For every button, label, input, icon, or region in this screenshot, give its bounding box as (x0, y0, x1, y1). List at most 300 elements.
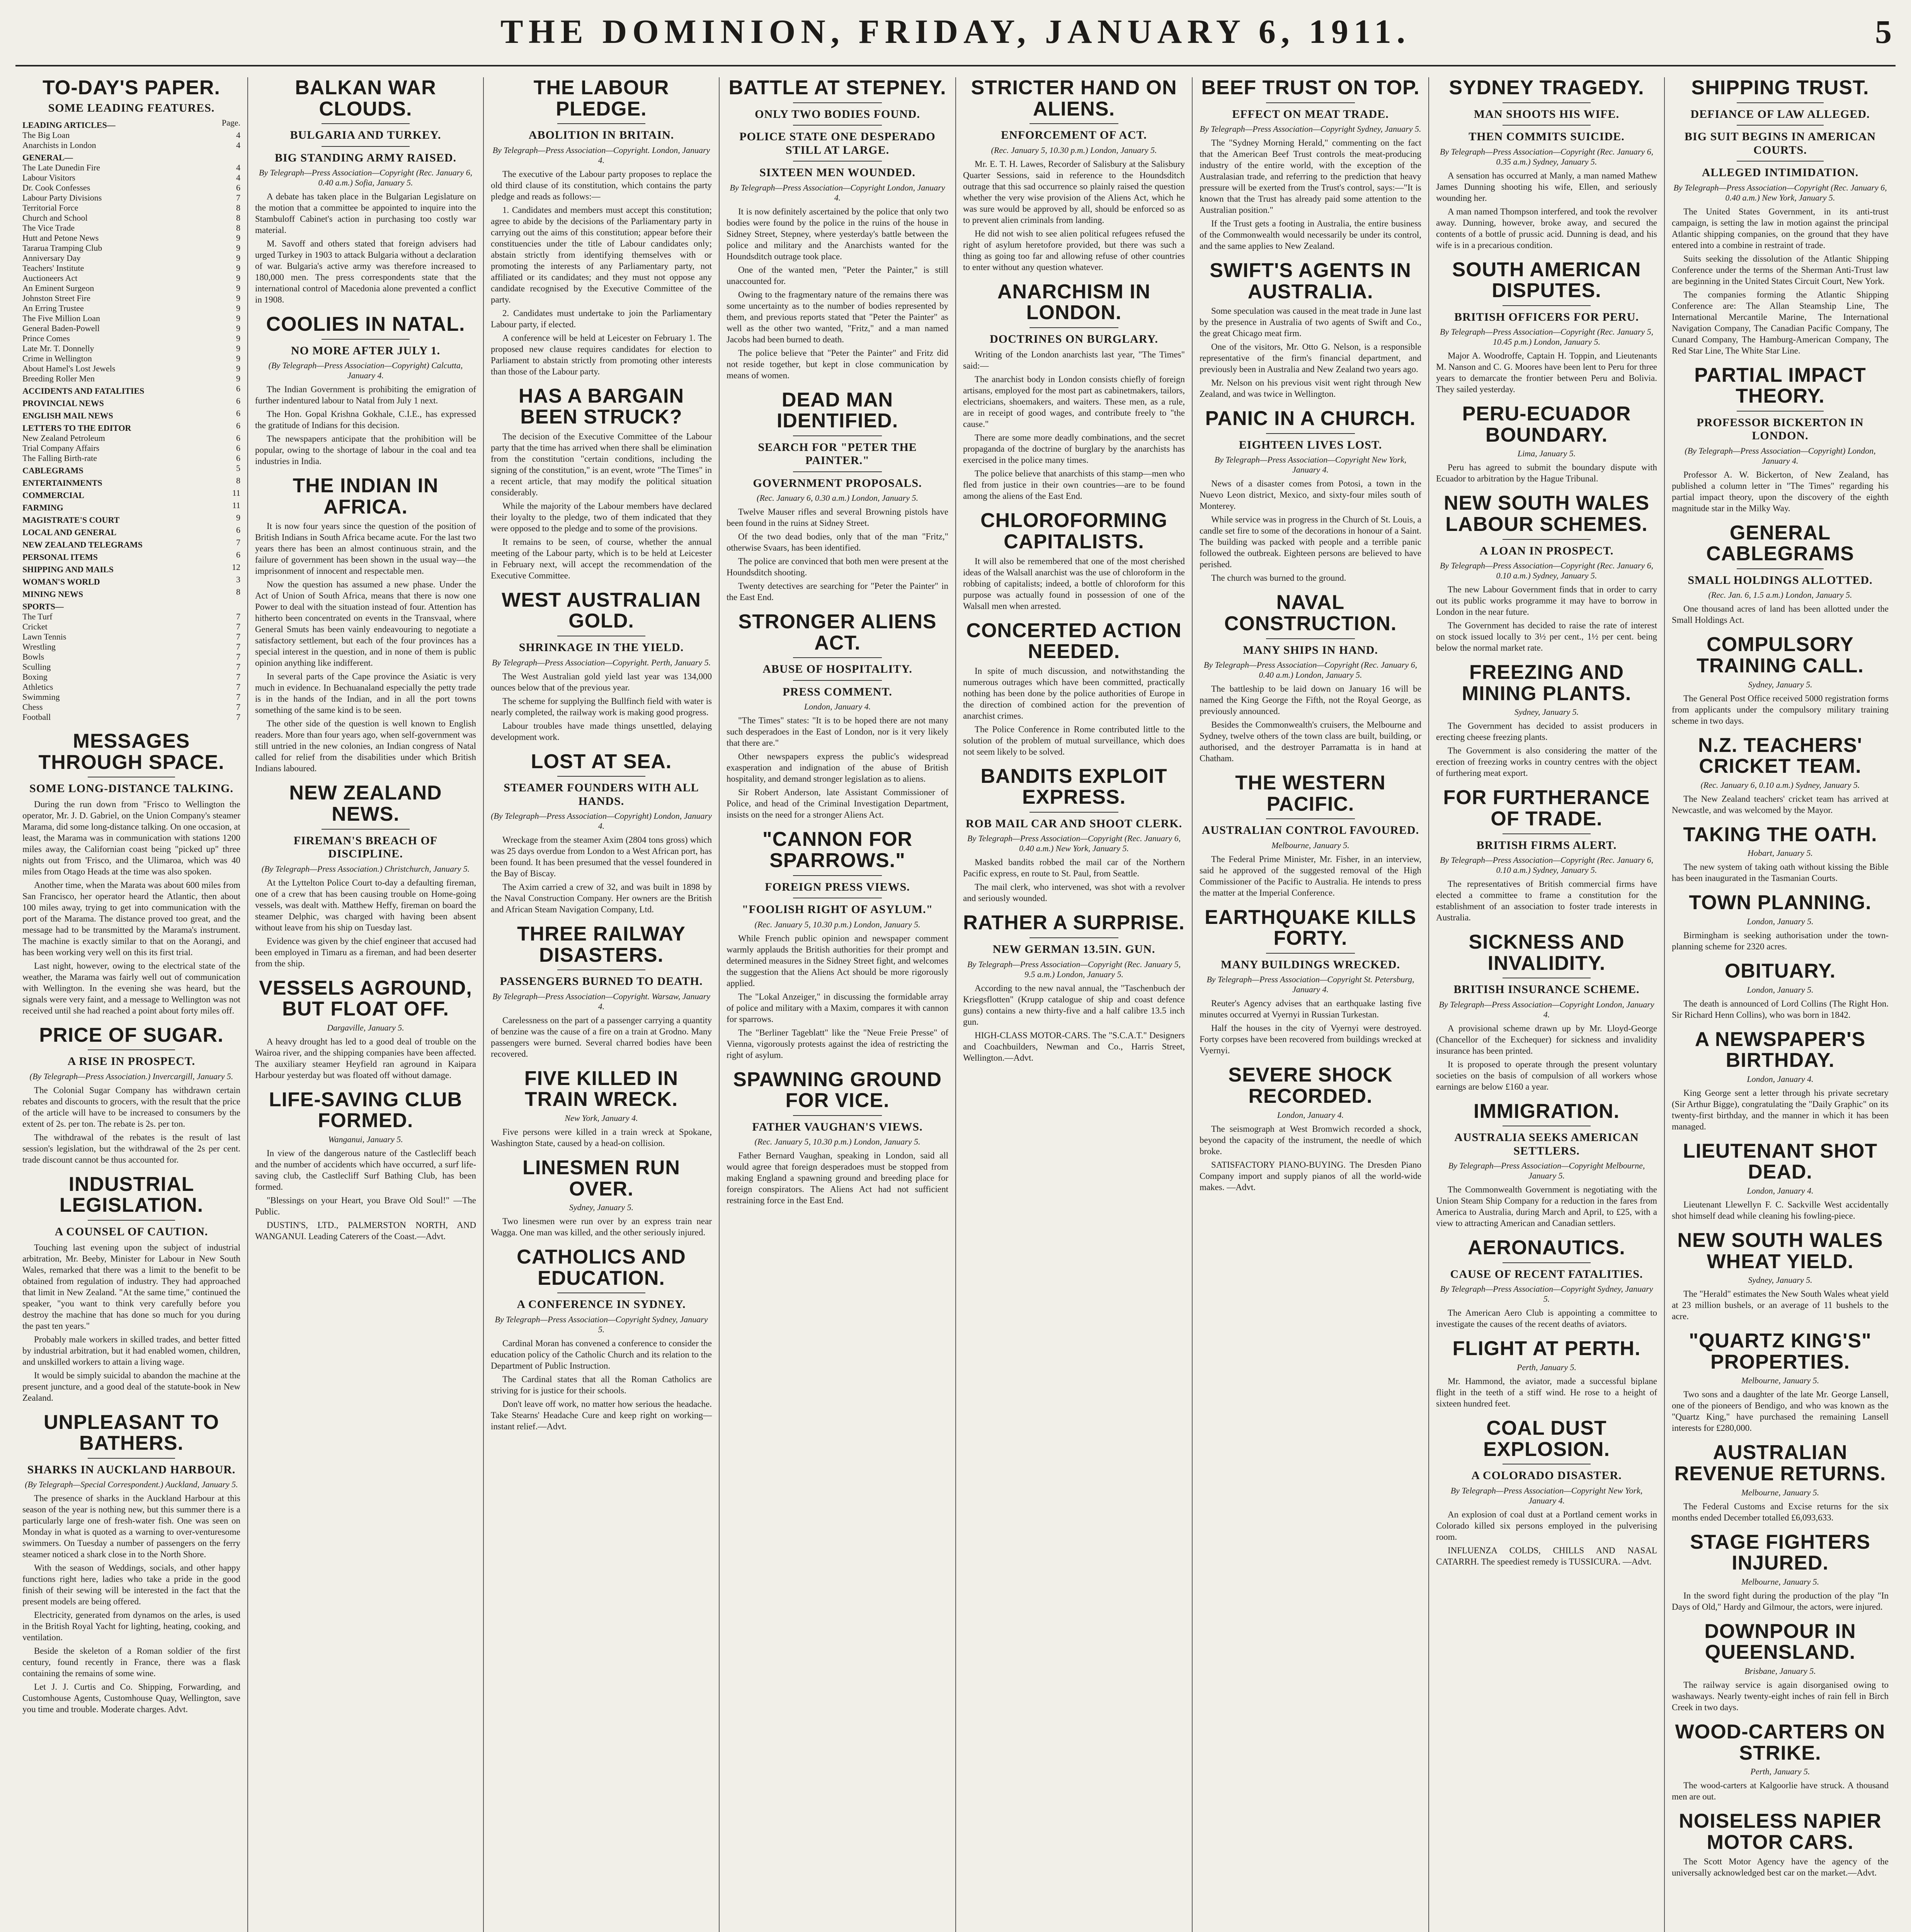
rule-divider (793, 657, 882, 658)
index-page: 8 (236, 587, 240, 597)
article-subheading: DEFIANCE OF LAW ALLEGED. (1690, 107, 1870, 121)
index-label: ENTERTAINMENTS (22, 478, 102, 488)
article-paragraph: "The Times" states: "It is to be hoped there are not many such desperadoes in the East of London, nor is it very likely that there are." (727, 716, 948, 748)
article-subheading: ENFORCEMENT OF ACT. (1001, 129, 1147, 142)
article-headline: OBITUARY. (1724, 960, 1836, 983)
article-body (255, 520, 476, 774)
index-label: Breeding Roller Men (22, 374, 95, 384)
article (727, 829, 948, 1060)
index-row (22, 513, 240, 525)
masthead (15, 7, 1896, 66)
index-page: 9 (236, 354, 240, 364)
article (1436, 77, 1657, 251)
index-page: 7 (236, 193, 240, 203)
article-paragraph: The Indian Government is prohibiting the emigration of further indentured labour to Natal from July 1 next. (255, 384, 476, 406)
index-page: 4 (236, 173, 240, 183)
article-body (1436, 1307, 1657, 1330)
article (1672, 634, 1889, 726)
article-headline: CHLOROFORMING CAPITALISTS. (980, 509, 1167, 553)
article-paragraph: Father Bernard Vaughan, speaking in London, said all would agree that foreign desperadoes must be stopped from making England a spawning ground and breeding place for foreign conspirators. The Aliens Act had not sufficient restraining force in the East End. (727, 1151, 948, 1206)
article-dateline: Melbourne, January 5. (1271, 840, 1349, 850)
article (1436, 493, 1657, 653)
article-subheading: PRESS COMMENT. (783, 685, 892, 698)
article-body (1200, 683, 1421, 764)
article-dateline: (By Telegraph—Press Association.) Invercargill, January 5. (29, 1071, 233, 1081)
article (1436, 259, 1657, 395)
article-subheading: BIG STANDING ARMY RAISED. (274, 151, 457, 164)
article (491, 751, 712, 915)
index-label: PROVINCIAL NEWS (22, 398, 104, 408)
article (1672, 365, 1889, 514)
rule-divider (793, 471, 882, 472)
article-paragraph: SATISFACTORY PIANO-BUYING. The Dresden Piano Company import and supply pianos of all the world-wide makes. —Advt. (1200, 1160, 1421, 1192)
article (491, 1068, 712, 1149)
article-body (1200, 854, 1421, 898)
article-paragraph: It is now four years since the question of the position of British Indians in South Africa became acute. For the last two years there has been an almost continuous strain, and the failure of government has been shown in the usual way—the imprisonment of innocent and respectable men. (255, 521, 476, 576)
article-dateline: New York, January 4. (565, 1113, 638, 1123)
article-body (491, 834, 712, 915)
article-headline: FLIGHT AT PERTH. (1452, 1337, 1641, 1360)
index-page: 4 (236, 130, 240, 140)
index-label: General Baden-Powell (22, 323, 100, 333)
article-paragraph: Labour troubles have made things unsettled, delaying development work. (491, 721, 712, 742)
article (963, 281, 1185, 502)
index-page: 11 (232, 488, 240, 498)
article (727, 389, 948, 603)
article-subheading: AUSTRALIA SEEKS AMERICAN SETTLERS. (1454, 1131, 1639, 1157)
article-paragraph: A debate has taken place in the Bulgarian Legislature on the motion that a committee be appointed to inquire into the Stambuloff Cabinet's action in purchasing too costly war material. (255, 192, 476, 235)
index-page: 9 (236, 283, 240, 293)
index-page: 9 (236, 323, 240, 333)
article-subheading: SOME LEADING FEATURES. (48, 101, 215, 114)
article-dateline: By Telegraph—Press Association—Copyright Sydney, January 5. (1200, 124, 1421, 134)
index-row (22, 233, 240, 243)
article-dateline: By Telegraph—Press Association—Copyright St. Petersburg, January 4. (1206, 975, 1414, 995)
index-row (22, 203, 240, 213)
rule-divider (1737, 568, 1823, 569)
article-subheading: ALLEGED INTIMIDATION. (1702, 166, 1859, 179)
article-dateline: (By Telegraph—Press Association.) Christchurch, January 5. (261, 864, 470, 874)
article-paragraph: Two sons and a daughter of the late Mr. George Lansell, one of the pioneers of Bendigo, and who was known as the "Quartz King," have purchased the remaining Lansell interests for £280,000. (1672, 1389, 1889, 1433)
index-row (22, 173, 240, 183)
article-body (963, 857, 1185, 904)
index-row (22, 682, 240, 692)
article-body (1200, 998, 1421, 1056)
index-page: 6 (236, 453, 240, 463)
article-paragraph: Mr. Nelson on his previous visit went right through New Zealand, and was twice in Wellington. (1200, 378, 1421, 399)
article (1672, 77, 1889, 356)
article-paragraph: The new Labour Government finds that in order to carry out its public works programme it may have to borrow in London in the near future. (1436, 585, 1657, 617)
article-body (1672, 206, 1889, 356)
article-subheading: SEARCH FOR "PETER THE PAINTER." (758, 440, 917, 467)
article-headline: STRICTER HAND ON ALIENS. (971, 77, 1177, 120)
article-headline: INDUSTRIAL LEGISLATION. (59, 1173, 204, 1217)
article-paragraph: A heavy drought has led to a good deal of trouble on the Wairoa river, and the shipping companies have been affected. The auxiliary steamer Heyfield ran aground in Kaipara Harbour yesterday but was floated off without damage. (255, 1036, 476, 1080)
article-subheading: DOCTRINES ON BURGLARY. (990, 332, 1158, 345)
article-headline: TO-DAY'S PAPER. (43, 77, 220, 99)
article-body (1672, 1856, 1889, 1878)
article-body (1672, 1087, 1889, 1132)
index-label: The Big Loan (22, 130, 70, 140)
rule-divider (1737, 102, 1823, 103)
article-body (1436, 720, 1657, 779)
article (1672, 1721, 1889, 1802)
article-paragraph: The police are convinced that both men were present at the Houndsditch shooting. (727, 556, 948, 578)
article-body (1436, 1509, 1657, 1567)
index-row (22, 622, 240, 632)
rule-divider (1737, 125, 1823, 126)
article-paragraph: The "Berliner Tageblatt" like the "Neue Freie Presse" of Vienna, vigorously protests against the idea of restricting the right of asylum. (727, 1027, 948, 1060)
index-page: 9 (236, 313, 240, 323)
article-paragraph: It is proposed to operate through the present voluntary societies on the basis of compulsion of all workers whose earnings are below £160 a year. (1436, 1059, 1657, 1092)
article-body (491, 1015, 712, 1060)
index-label: Auctioneers Act (22, 273, 78, 283)
rule-divider (793, 125, 882, 126)
article-paragraph: Sir Robert Anderson, late Assistant Commissioner of Police, and head of the Criminal Investigation Department, insists on the need for a stronger Aliens Act. (727, 787, 948, 820)
article-paragraph: Five persons were killed in a train wreck at Spokane, Washington State, caused by a head-on collision. (491, 1127, 712, 1148)
index-label: Labour Visitors (22, 173, 75, 183)
rule-divider (793, 161, 882, 162)
article (255, 314, 476, 467)
article-body (1672, 1501, 1889, 1523)
article (1436, 1101, 1657, 1229)
article-dateline: London, January 4. (1277, 1110, 1344, 1120)
article-body (255, 191, 476, 305)
index-page: 7 (236, 622, 240, 632)
article-headline: COMPULSORY TRAINING CALL. (1697, 633, 1864, 677)
article-body (22, 1493, 240, 1715)
article-body (963, 665, 1185, 757)
article-headline: N.Z. TEACHERS' CRICKET TEAM. (1698, 734, 1863, 778)
article (1672, 1029, 1889, 1132)
article-body (1436, 170, 1657, 251)
index-row (22, 443, 240, 453)
article (22, 1025, 240, 1165)
rule-divider (1737, 411, 1823, 412)
article-subheading: BRITISH FIRMS ALERT. (1476, 838, 1617, 852)
article-subheading: NEW GERMAN 13.5IN. GUN. (992, 943, 1155, 956)
article-subheading: ONLY TWO BODIES FOUND. (755, 107, 920, 121)
article-body (255, 1036, 476, 1081)
article-paragraph: While French public opinion and newspaper comment warmly applauds the British authorities for their prompt and determined measures in the Sidney Street fight, and welcomes the suggestion that the Aliens Act should be more rigorously applied. (727, 933, 948, 988)
article-paragraph: The new system of taking oath without kissing the Bible has been inaugurated in the Tasmanian Courts. (1672, 862, 1889, 883)
article-paragraph: Touching last evening upon the subject of industrial arbitration, Mr. Beeby, Minister for Labour in New South Wales, remarked that there was a limit to the benefit to be obtained from regulation of industry. They had approached that limit in New Zealand. "At the same time," continued the speaker, "you want to think very carefully before you destroy the machine that has done so much for you during the past ten years." (22, 1242, 240, 1331)
article (1200, 77, 1421, 252)
article-dateline: By Telegraph—Press Association—Copyright (Rec. January 5, 9.5 a.m.) London, January 5. (967, 959, 1181, 979)
index-page: 7 (236, 702, 240, 712)
index-page: 11 (232, 500, 240, 510)
article-body (963, 349, 1185, 502)
article-subheading: MANY BUILDINGS WRECKED. (1221, 958, 1400, 971)
index-page: 6 (236, 443, 240, 453)
article-dateline: By Telegraph—Press Association—Copyright London, January 4. (1439, 999, 1654, 1019)
index-label: Prince Comes (22, 333, 70, 344)
article-paragraph: It remains to be seen, of course, whether the annual meeting of the Labour party, which is to be held at Leicester in February next, will accept the recommendation of the Executive Committee. (491, 537, 712, 580)
article-subheading: A CONFERENCE IN SYDNEY. (517, 1298, 686, 1311)
index-row (22, 632, 240, 642)
index-page: 4 (236, 140, 240, 150)
article-subheading: ABOLITION IN BRITAIN. (528, 129, 674, 142)
article-headline: A NEWSPAPER'S BIRTHDAY. (1695, 1028, 1866, 1072)
article-body (491, 1126, 712, 1149)
index-row (22, 396, 240, 408)
article-paragraph: Beside the skeleton of a Roman soldier of the first century, found recently in France, there was a flask containing the remains of some wine. (22, 1646, 240, 1679)
article-dateline: Sydney, January 5. (1748, 679, 1812, 689)
article-headline: THE LABOUR PLEDGE. (533, 77, 669, 120)
article-body (1672, 1199, 1889, 1221)
index-row (22, 408, 240, 421)
index-page: 7 (236, 537, 240, 548)
rule-divider (1030, 123, 1118, 124)
index-row (22, 344, 240, 354)
article-dateline: Perth, January 5. (1750, 1767, 1810, 1777)
index-page: 6 (236, 550, 240, 560)
index-row (22, 384, 240, 396)
article-headline: WEST AUSTRALIAN GOLD. (502, 588, 701, 633)
article-paragraph: The death is announced of Lord Collins (The Right Hon. Sir Richard Henn Collins), who was born in 1842. (1672, 998, 1889, 1020)
index-row (22, 500, 240, 513)
article-paragraph: Last night, however, owing to the electrical state of the weather, the Marama was fairly well out of communication with Wellington. In the evening she was heard, but the signals were very faint, and a message to Wellington was not received until she had reached a point about forty miles off. (22, 961, 240, 1015)
index-label: FARMING (22, 503, 63, 513)
index-label: Johnston Street Fire (22, 293, 90, 303)
article-headline: TOWN PLANNING. (1689, 891, 1872, 914)
index-row (22, 273, 240, 283)
article (1436, 662, 1657, 779)
rule-divider (1737, 161, 1823, 162)
rule-divider (557, 776, 646, 777)
article-headline: PERU-ECUADOR BOUNDARY. (1462, 403, 1631, 446)
article-dateline: By Telegraph—Press Association—Copyright (Rec. January 6, 0.40 a.m.) London, January 5. (1203, 660, 1418, 680)
rule-divider (1503, 125, 1591, 126)
index-label: Anarchists in London (22, 140, 96, 150)
article-headline: SWIFT'S AGENTS IN AUSTRALIA. (1210, 259, 1411, 303)
article-headline: CONCERTED ACTION NEEDED. (966, 619, 1182, 663)
article-subheading: FOREIGN PRESS VIEWS. (765, 880, 910, 893)
index-page: 6 (236, 183, 240, 193)
index-label: The Vice Trade (22, 223, 75, 233)
rule-divider (88, 1220, 175, 1221)
article-body (1436, 1376, 1657, 1409)
article-headline: COAL DUST EXPLOSION. (1483, 1417, 1610, 1461)
article-paragraph: While the majority of the Labour members have declared their loyalty to the pledge, two of them indicated that they were opposed to the pledge and to some of the provisions. (491, 501, 712, 533)
article-subheading: PROFESSOR BICKERTON IN LONDON. (1697, 416, 1864, 442)
column-3 (483, 77, 719, 1932)
rule-divider (322, 123, 410, 124)
article-subheading: SHARKS IN AUCKLAND HARBOUR. (27, 1463, 236, 1476)
article-headline: CATHOLICS AND EDUCATION. (517, 1246, 686, 1289)
article-dateline: Wanganui, January 5. (328, 1134, 403, 1145)
article-paragraph: Mr. E. T. H. Lawes, Recorder of Salisbury at the Salisbury Quarter Sessions, said in reference to the Houndsditch outrage that this sad occurrence so plainly raised the question whether the very wise provision of the Aliens Act, which he was sure would be approved by all, should be enforced so as to prevent alien criminals from landing. (963, 159, 1185, 225)
article (255, 77, 476, 305)
column-1 (15, 77, 247, 1932)
article-paragraph: The other side of the question is well known to English readers. More than four years ago, when self-government was still untried in the new colonies, an Indian congress of Natal called for relief from the disabilities under which British Indians laboured. (255, 719, 476, 774)
article-headline: LIFE-SAVING CLUB FORMED. (269, 1088, 463, 1132)
article-headline: FOR FURTHERANCE OF TRADE. (1443, 786, 1650, 830)
index-row (22, 692, 240, 702)
article-headline: HAS A BARGAIN BEEN STRUCK? (518, 384, 684, 429)
article (1200, 592, 1421, 764)
index-page: 8 (236, 476, 240, 486)
article (1436, 403, 1657, 484)
index-page: 7 (236, 612, 240, 622)
index-row (22, 599, 240, 612)
rule-divider (557, 123, 646, 124)
article-paragraph: While service was in progress in the Church of St. Louis, a candle set fire to some of the decorations in honour of a Saint. The building was packed with people and a terrible panic followed the outbreak. Eighteen persons are believed to have perished. (1200, 515, 1421, 570)
article-dateline: (By Telegraph—Press Association—Copyright) London, January 4. (491, 811, 712, 831)
article (1436, 1338, 1657, 1409)
article-paragraph: In spite of much discussion, and notwithstanding the numerous outrages which have been committed, practically nothing has been done by the police authorities of Europe in the direction of combined action for the prevention of anarchist crimes. (963, 666, 1185, 721)
article-paragraph: The wood-carters at Kalgoorlie have struck. A thousand men are out. (1672, 1781, 1889, 1802)
article-dateline: London, January 4. (804, 702, 871, 712)
index-page: 9 (236, 303, 240, 313)
article-subheading: A RISE IN PROSPECT. (67, 1055, 196, 1068)
article-headline: IMMIGRATION. (1474, 1100, 1620, 1122)
column-4 (719, 77, 955, 1932)
article-paragraph: The Commonwealth Government is negotiating with the Union Steam Ship Company for a reduction in the fares from America to Australia, during March and April, to £25, with a view to attracting American and Canadian settlers. (1436, 1185, 1657, 1228)
index-label: SPORTS— (22, 602, 64, 612)
index-label: Anniversary Day (22, 253, 81, 263)
index-label: Football (22, 712, 51, 722)
index-row (22, 662, 240, 672)
article-paragraph: The railway service is again disorganised owing to washaways. Nearly twenty-eight inches of rain fell in Birch Creek in two days. (1672, 1680, 1889, 1712)
article-paragraph: The scheme for supplying the Bullfinch field with water is nearly completed, the railway work is making good progress. (491, 696, 712, 717)
index-page: 9 (236, 364, 240, 374)
article-subheading: BULGARIA AND TURKEY. (290, 129, 441, 142)
article (22, 1174, 240, 1403)
article-headline: SEVERE SHOCK RECORDED. (1228, 1064, 1393, 1108)
index-page: 7 (236, 652, 240, 662)
index-label: Trial Company Affairs (22, 443, 100, 453)
article-body (727, 1150, 948, 1206)
column-2 (247, 77, 483, 1932)
rule-divider (557, 969, 646, 970)
article (1672, 1442, 1889, 1523)
article-paragraph: The General Post Office received 5000 registration forms from applicants under the compulsory military training scheme in two days. (1672, 693, 1889, 726)
index-page: 5 (236, 463, 240, 473)
article-dateline: By Telegraph—Press Association—Copyright (Rec. January 6, 0.35 a.m.) Sydney, January 5. (1440, 146, 1654, 167)
index-page: 7 (236, 682, 240, 692)
article-subheading: "FOOLISH RIGHT OF ASYLUM." (742, 903, 933, 916)
index-list (22, 118, 240, 722)
article-body (1200, 305, 1421, 400)
index-row (22, 293, 240, 303)
article-subheading: SMALL HOLDINGS ALLOTTED. (1688, 573, 1873, 587)
article-dateline: By Telegraph—Press Association—Copyright New York, January 4. (1450, 1485, 1643, 1505)
index-row (22, 433, 240, 443)
index-label: Cricket (22, 622, 48, 632)
article-body (1672, 603, 1889, 626)
article-headline: LOST AT SEA. (531, 750, 672, 773)
article-paragraph: The Federal Customs and Excise returns for the six months ended December totalled £6,093,633. (1672, 1501, 1889, 1522)
article-paragraph: One of the wanted men, "Peter the Painter," is still unaccounted for. (727, 265, 948, 286)
article-dateline: By Telegraph—Press Association—Copyright (Rec. January 6, 0.40 a.m.) New York, January 5. (967, 833, 1181, 854)
index-label: An Erring Trustee (22, 303, 84, 313)
article-dateline: (Rec. January 5, 10.30 p.m.) London, January 5. (754, 919, 921, 929)
article (1436, 932, 1657, 1092)
article-dateline: Hobart, January 5. (1748, 848, 1813, 858)
index-row (22, 550, 240, 562)
article-paragraph: In the sword fight during the production of the play "In Days of Old," Hardy and Gilmour, the actors, were injured. (1672, 1590, 1889, 1612)
index-label: The Late Dunedin Fire (22, 163, 100, 173)
column-5 (955, 77, 1192, 1932)
article (1672, 961, 1889, 1020)
article-headline: THE INDIAN IN AFRICA. (293, 474, 439, 518)
rule-divider (1266, 638, 1355, 639)
index-label: Teachers' Institute (22, 263, 84, 273)
article-body (1672, 1780, 1889, 1802)
index-label: CABLEGRAMS (22, 466, 83, 476)
article-body (1436, 1184, 1657, 1229)
article-body (22, 1085, 240, 1165)
article (22, 1412, 240, 1715)
article-paragraph: The withdrawal of the rebates is the result of last session's legislation, but the withdrawal of the 2s per cent. trade discount cannot be thus accounted for. (22, 1132, 240, 1165)
article-paragraph: The executive of the Labour party proposes to replace the old third clause of its constitution, which contains the party pledge and reads as follows:— (491, 169, 712, 201)
article-dateline: By Telegraph—Press Association—Copyright London, January 4. (730, 182, 945, 202)
index-label: LETTERS TO THE EDITOR (22, 423, 131, 433)
index-row (22, 263, 240, 273)
article-body (491, 1338, 712, 1432)
article-dateline: By Telegraph—Press Association—Copyright. London, January 4. (492, 145, 710, 165)
article-body (1672, 930, 1889, 952)
article-dateline: By Telegraph—Press Association—Copyright Sydney, January 5. (495, 1314, 708, 1334)
index-row (22, 193, 240, 203)
rule-divider (1503, 833, 1591, 834)
article-paragraph: Probably male workers in skilled trades, and better fitted by industrial arbitration, but it had enabled women, children, and unskilled workers to attain a living wage. (22, 1334, 240, 1367)
article-paragraph: The representatives of British commercial firms have elected a committee to frame a constitution for the establishment of an association to foster trade interests in Australia. (1436, 879, 1657, 923)
article-paragraph: News of a disaster comes from Potosi, a town in the Nuevo Leon district, Mexico, and sixty-four miles south of Monterey. (1200, 479, 1421, 511)
index-row (22, 323, 240, 333)
article-paragraph: Masked bandits robbed the mail car of the Northern Pacific express, en route to St. Paul, from Seattle. (963, 857, 1185, 879)
article-subheading: EFFECT ON MEAT TRADE. (1232, 107, 1389, 121)
article (491, 1157, 712, 1238)
article (255, 782, 476, 969)
article-paragraph: Professor A. W. Bickerton, of New Zealand, has published a column letter in "The Times" regarding his partial impact theory, upon the discovery of the eighth magnitude star in the Milky Way. (1672, 469, 1889, 513)
article-paragraph: Birmingham is seeking authorisation under the town-planning scheme for 2320 acres. (1672, 930, 1889, 952)
article (491, 923, 712, 1060)
article-headline: ANARCHISM IN LONDON. (997, 280, 1151, 324)
article-headline: FREEZING AND MINING PLANTS. (1462, 661, 1632, 705)
article-headline: SPAWNING GROUND FOR VICE. (733, 1068, 942, 1112)
article-headline: SICKNESS AND INVALIDITY. (1469, 931, 1625, 975)
index-page: 7 (236, 712, 240, 722)
article-headline: GENERAL CABLEGRAMS (1706, 521, 1854, 565)
article-dateline: Melbourne, January 5. (1741, 1577, 1819, 1587)
index-row (22, 672, 240, 682)
article-paragraph: The anarchist body in London consists chiefly of foreign artisans, employed for the most part as cabinetmakers, tailors, electricians, shoemakers, and waiters. These men, as a rule, are in receipt of good wages, and contribute freely to "the cause." (963, 374, 1185, 429)
index-row (22, 303, 240, 313)
article-paragraph: The newspapers anticipate that the prohibition will be popular, owing to the shortage of labour in the coal and tea industries in India. (255, 434, 476, 466)
rule-divider (1030, 937, 1118, 938)
article-headline: SOUTH AMERICAN DISPUTES. (1452, 258, 1641, 302)
article-body (727, 206, 948, 381)
index-label: LEADING ARTICLES— (22, 120, 116, 130)
index-label: Late Mr. T. Donnelly (22, 344, 94, 354)
article-paragraph: At the Lyttelton Police Court to-day a defaulting fireman, one of a crew that has been causing trouble on Home-going vessels, was dealt with. Matthew Heffy, fireman on board the steamer Delphic, was charged with having been absent without leave from his ship on Tuesday last. (255, 878, 476, 932)
index-label: Labour Party Divisions (22, 193, 102, 203)
article (1200, 907, 1421, 1056)
article-paragraph: Twenty detectives are searching for "Peter the Painter" in the East End. (727, 581, 948, 602)
article-headline: MESSAGES THROUGH SPACE. (38, 730, 225, 774)
article-headline: LIEUTENANT SHOT DEAD. (1683, 1139, 1878, 1184)
rule-divider (1030, 812, 1118, 813)
index-row (22, 253, 240, 263)
article-paragraph: The Axim carried a crew of 32, and was built in 1898 by the Naval Construction Company. Her owners are the British and African Steam Navigation Company, Ltd. (491, 882, 712, 915)
article (963, 77, 1185, 273)
article (1200, 408, 1421, 583)
article-dateline: By Telegraph—Press Association—Copyright New York, January 4. (1214, 455, 1407, 475)
article-dateline: (Rec. January 5, 10.30 p.m.) London, January 5. (991, 145, 1157, 155)
article-dateline: Melbourne, January 5. (1741, 1487, 1819, 1497)
